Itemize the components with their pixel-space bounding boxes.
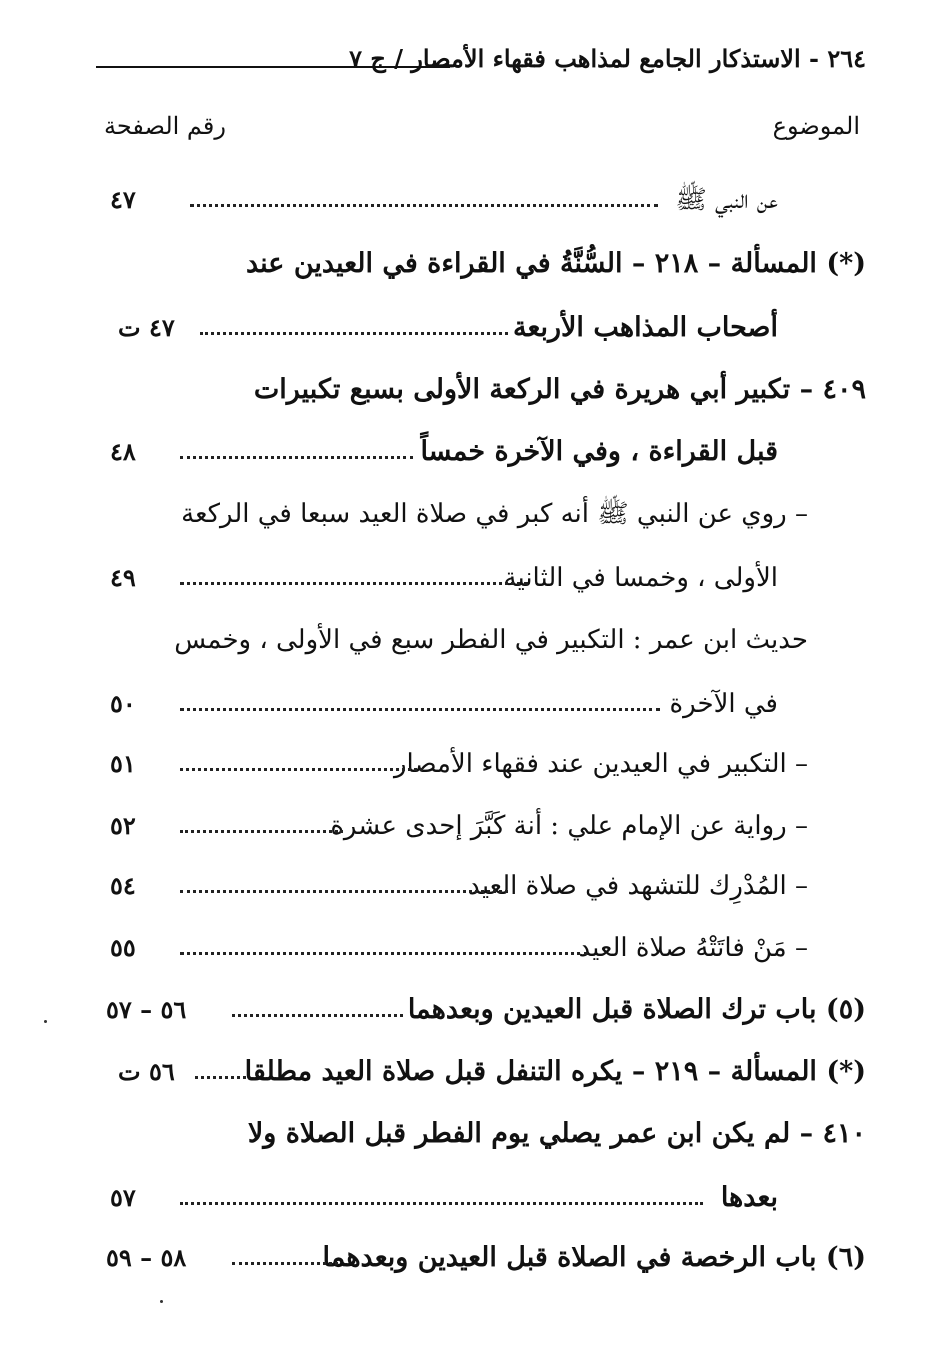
toc-line-text: أصحاب المذاهب الأربعة [512,312,778,343]
toc-line [0,494,928,544]
toc-line-page: ٥٦ ت [118,1057,175,1086]
toc-line [0,1178,928,1228]
dot-leader [180,952,588,955]
toc-line [0,990,928,1040]
toc-line-text: حديث ابن عمر : التكبير في الفطر سبع في الأولى ، وخمس [174,625,808,655]
dot-leader [180,1202,703,1205]
toc-line-page: ٥٢ [110,811,136,840]
toc-line-text: – رواية عن الإمام علي : أنة كَبَّرَ إحدى عشرة [330,811,808,841]
toc-line-page: ٥٦ – ٥٧ [106,995,187,1024]
toc-line-text: – التكبير في العيدين عند فقهاء الأمصار [393,749,808,779]
scan-speck [160,1300,163,1303]
toc-line [0,308,928,358]
toc-line-text: في الآخرة [669,689,778,719]
toc-line-text: ٤١٠ – لم يكن ابن عمر يصلي يوم الفطر قبل الصلاة ولا [247,1118,866,1149]
toc-line-text: – روي عن النبي ﷺ أنه كبر في صلاة العيد سبعا في الركعة [181,499,808,529]
toc-line [0,558,928,608]
toc-line-page: ٥٠ [110,689,136,718]
dot-leader [200,332,508,335]
toc-line-page: ٤٧ ت [118,313,175,342]
toc-line-text: – المُدْرِك للتشهد في صلاة العيد [468,871,808,901]
toc-line-page: ٥٥ [110,933,136,962]
toc-line [0,432,928,482]
toc-line-page: ٥٧ [110,1183,136,1212]
dot-leader [180,890,508,893]
toc-line [0,866,928,916]
page-column-heading: رقم الصفحة [104,112,226,140]
toc-line-text: بعدها [720,1182,778,1213]
toc-line [0,620,928,670]
toc-line [0,370,928,420]
dot-leader [180,768,423,771]
toc-line-text: الأولى ، وخمسا في الثانية [503,563,778,593]
dot-leader [232,1262,338,1265]
toc-line-text: (*) المسألة – ٢١٨ – السُّنَّةُ في القراءة في العيدين عند [245,248,866,279]
toc-line-page: ٤٨ [110,437,136,466]
toc-line [0,928,928,978]
toc-line [0,1238,928,1288]
toc-line-page: ٥٤ [110,871,136,900]
toc-line-text: (*) المسألة – ٢١٩ – يكره التنفل قبل صلاة العيد مطلقا [244,1056,866,1087]
toc-line [0,806,928,856]
running-header: ٢٦٤ - الاستذكار الجامع لمذاهب فقهاء الأمصار / ج ٧ [349,44,866,73]
scan-speck [44,1020,47,1023]
toc-line-text: (٥) باب ترك الصلاة قبل العيدين وبعدهما [407,994,866,1025]
toc-line [0,180,928,230]
dot-leader [195,1076,246,1079]
toc-line-text: – مَنْ فاتَتْهُ صلاة العيد [578,933,808,963]
dot-leader [180,830,343,833]
dot-leader [232,1014,403,1017]
dot-leader [180,708,660,711]
toc-line-text: (٦) باب الرخصة في الصلاة قبل العيدين وبعدهما [322,1242,866,1273]
toc-line-page: ٥٨ – ٥٩ [106,1243,187,1272]
dot-leader [180,582,528,585]
topic-column-heading: الموضوع [772,112,860,140]
toc-line-page: ٥١ [110,749,136,778]
toc-line-text: قبل القراءة ، وفي الآخرة خمساً [420,436,778,467]
toc-line [0,684,928,734]
toc-line-page: ٤٩ [110,563,136,592]
toc-line-text: ٤٠٩ – تكبير أبي هريرة في الركعة الأولى بسبع تكبيرات [253,374,866,405]
toc-line [0,244,928,294]
dot-leader [190,204,658,207]
dot-leader [180,456,413,459]
toc-line-page: ٤٧ [110,185,136,214]
toc-line [0,1114,928,1164]
toc-line-text: عن النبي ﷺ [675,185,778,215]
toc-line [0,1052,928,1102]
toc-line [0,744,928,794]
header-rule [96,66,450,68]
